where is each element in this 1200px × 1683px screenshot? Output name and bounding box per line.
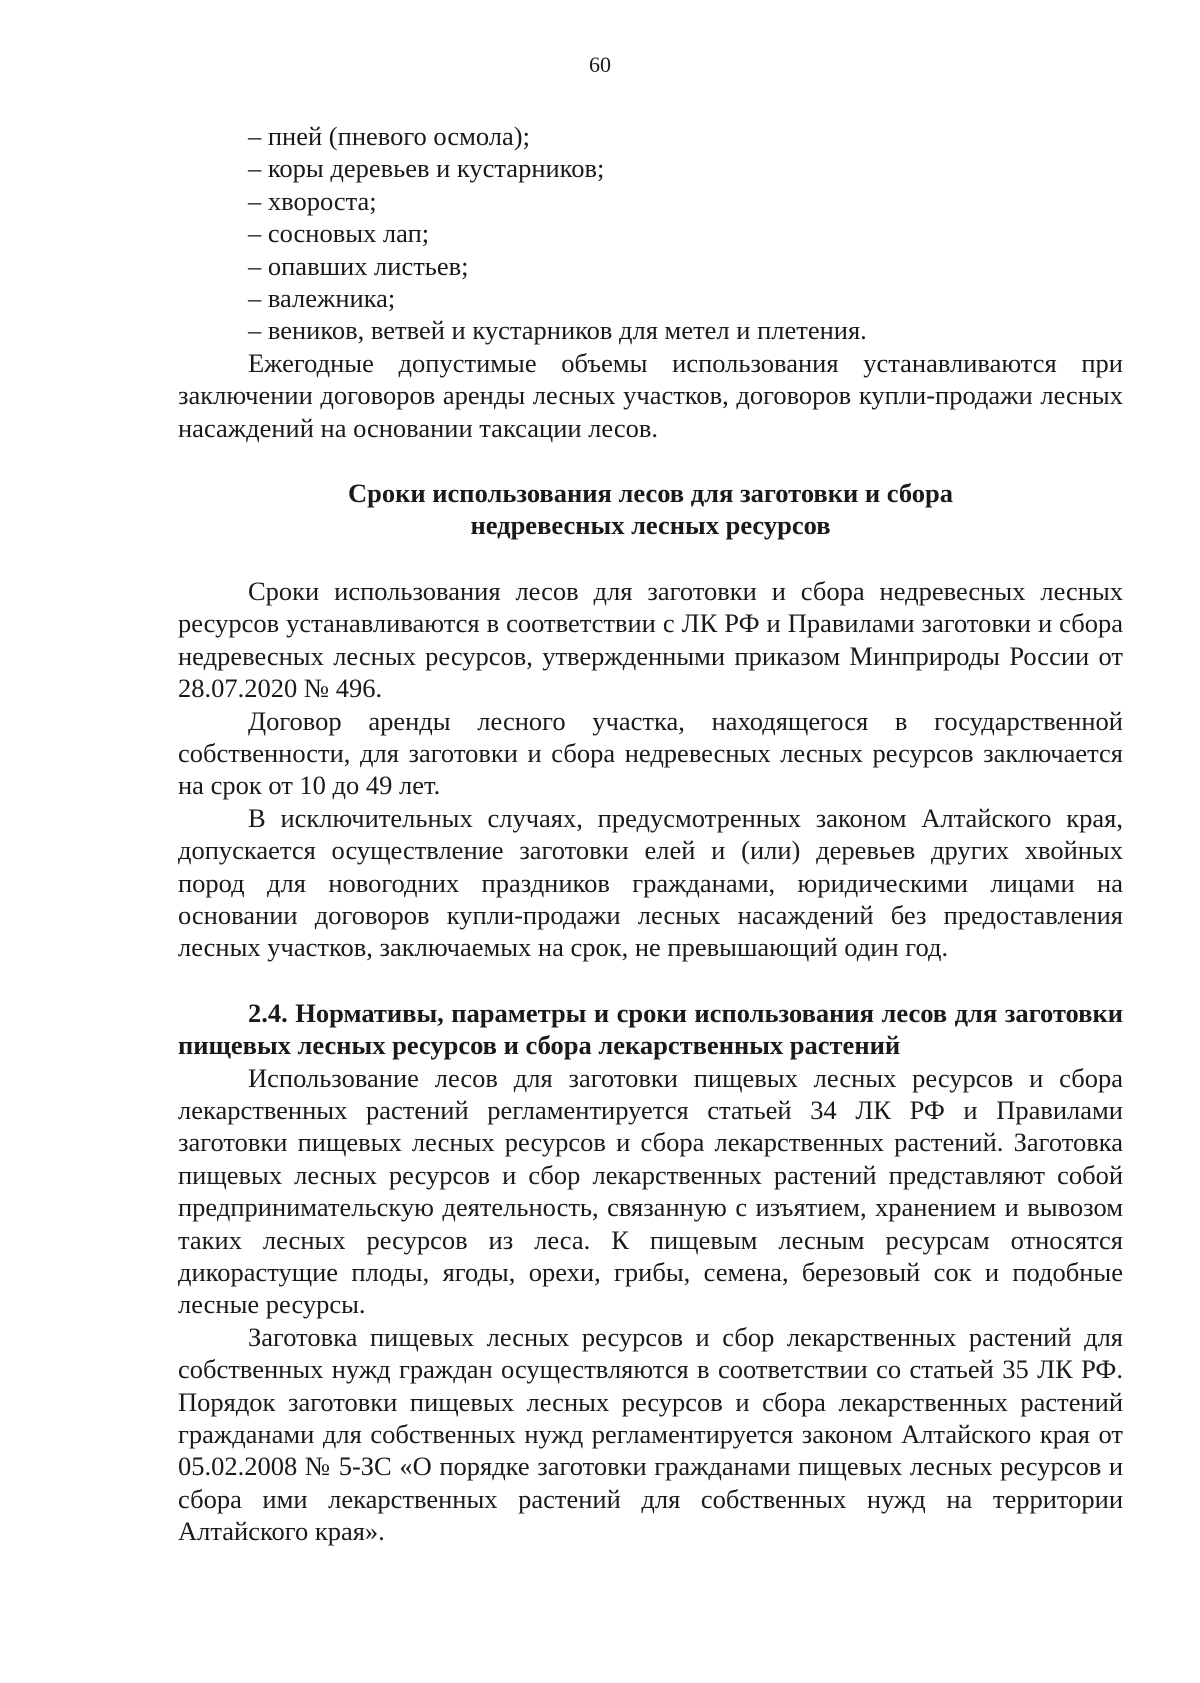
paragraph-terms-1: Сроки использования лесов для заготовки и сбора недревесных лесных ресурсов устанавливаются в соответствии с ЛК РФ и Правилами заготовки и сбора недревесных лесных ресурсов, утвержденными приказом Минприроды России от 28.07.2020 № 496. xyxy=(178,575,1123,704)
heading-terms-line-2: недревесных лесных ресурсов xyxy=(470,510,831,541)
paragraph-food-1: Использование лесов для заготовки пищевых лесных ресурсов и сбора лекарственных растений регламентируется статьей 34 ЛК РФ и Правилами заготовки пищевых лесных ресурсов и сбора лекарственных растений. Заготовка пищевых лесных ресурсов и сбор лекарственных растений представляют собой предпринимательскую деятельность, связанную с изъятием, хранением и вывозом таких лесных ресурсов из леса. К пищевым лесным ресурсам относятся дикорастущие плоды, ягоды, орехи, грибы, семена, березовый сок и подобные лесные ресурсы. xyxy=(178,1062,1123,1320)
list-item: – веников, ветвей и кустарников для метел и плетения. xyxy=(248,315,867,346)
list-item: – коры деревьев и кустарников; xyxy=(248,153,605,184)
section-heading-2-4: 2.4. Нормативы, параметры и сроки использования лесов для заготовки пищевых лесных ресурсов и сбора лекарственных растений xyxy=(178,997,1123,1061)
paragraph-annual-volumes: Ежегодные допустимые объемы использования устанавливаются при заключении договоров аренды лесных участков, договоров купли-продажи лесных насаждений на основании таксации лесов. xyxy=(178,347,1123,443)
paragraph-terms-2: Договор аренды лесного участка, находящегося в государственной собственности, для заготовки и сбора недревесных лесных ресурсов заключается на срок от 10 до 49 лет. xyxy=(178,705,1123,801)
list-item: – валежника; xyxy=(248,283,396,314)
heading-terms-line-1: Сроки использования лесов для заготовки и сбора xyxy=(347,478,953,509)
list-item: – пней (пневого осмола); xyxy=(248,121,530,151)
heading-terms xyxy=(178,477,1123,542)
document-body xyxy=(178,120,1123,1548)
list-item: – хвороста; xyxy=(248,185,377,216)
terms-section xyxy=(178,575,1123,964)
paragraph-terms-3: В исключительных случаях, предусмотренных законом Алтайского края, допускается осуществление заготовки елей и (или) деревьев других хвойных пород для новогодних праздников гражданами, юридическими лицами на основании договоров купли-продажи лесных насаждений без предоставления лесных участков, заключаемых на срок, не превышающий один год. xyxy=(178,802,1123,963)
resource-list xyxy=(178,120,1123,347)
paragraph-food-2: Заготовка пищевых лесных ресурсов и сбор лекарственных растений для собственных нужд граждан осуществляются в соответствии со статьей 35 ЛК РФ. Порядок заготовки пищевых лесных ресурсов и сбора лекарственных растений гражданами для собственных нужд регламентируется законом Алтайского края от 05.02.2008 № 5-ЗС «О порядке заготовки гражданами пищевых лесных ресурсов и сбора ими лекарственных растений для собственных нужд на территории Алтайского края». xyxy=(178,1321,1123,1547)
page-number: 60 xyxy=(589,52,611,77)
list-item: – опавших листьев; xyxy=(248,250,469,281)
list-item: – сосновых лап; xyxy=(248,218,430,249)
